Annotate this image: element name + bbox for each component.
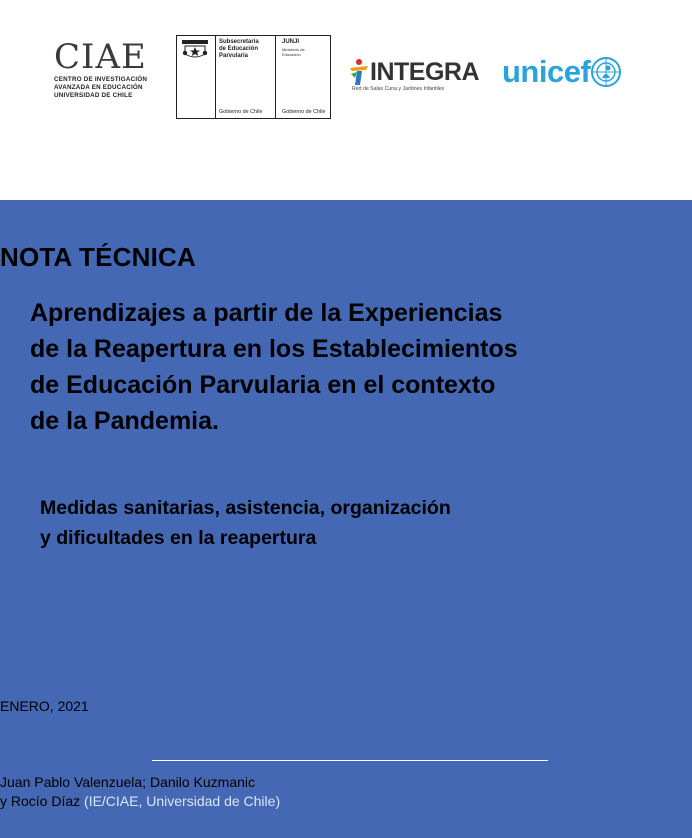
junji-subtitle (282, 47, 305, 57)
publication-date: ENERO, 2021 (0, 698, 89, 714)
document-subtitle (40, 493, 652, 553)
author-name: y Rocío Díaz (0, 793, 81, 809)
subtitle-line: Medidas sanitarias, asistencia, organización (40, 497, 451, 519)
subsecretaria-title (219, 39, 259, 60)
ciae-subtitle (54, 76, 164, 100)
ciae-subtitle-line: AVANZADA EN EDUCACIÓN (54, 84, 143, 91)
title-line: Aprendizajes a partir de la Experiencias (30, 299, 503, 327)
unicef-emblem-icon (590, 56, 622, 88)
document-title (30, 295, 662, 439)
title-line: de la Pandemia. (30, 407, 219, 435)
ciae-subtitle-line: UNIVERSIDAD DE CHILE (54, 92, 133, 99)
subsecretaria-logo (213, 36, 275, 118)
ciae-logo (54, 37, 164, 100)
ciae-wordmark: CIAE (54, 37, 147, 77)
subsecretaria-footer: Gobierno de Chile (219, 109, 263, 115)
integra-logo (348, 58, 490, 92)
integra-wordmark: INTEGRA (370, 58, 479, 86)
authors-line: Juan Pablo Valenzuela; Danilo Kuzmanic (0, 774, 256, 790)
subtitle-line: y dificultades en la reapertura (40, 527, 317, 549)
document-type-heading: NOTA TÉCNICA (0, 242, 196, 272)
subsecretaria-title-line: Parvularia (219, 53, 249, 59)
unicef-wordmark: unicef (502, 54, 591, 89)
authors-block (0, 773, 692, 811)
logo-divider (215, 36, 216, 118)
unicef-logo (502, 55, 622, 89)
junji-footer: Gobierno de Chile (282, 109, 326, 115)
author-divider (152, 760, 548, 761)
coat-of-arms-icon (177, 36, 213, 120)
chile-coat-of-arms (177, 36, 213, 118)
integra-figure-icon (348, 58, 370, 86)
ciae-subtitle-line: CENTRO DE INVESTIGACIÓN (54, 76, 148, 83)
logo-bar (0, 0, 692, 200)
subsecretaria-title-line: Subsecretaría (219, 39, 259, 45)
junji-title: JUNJI (282, 39, 300, 45)
junji-subtitle-line: Ministerio de (282, 47, 305, 52)
junji-logo (275, 36, 332, 118)
integra-mark (348, 58, 490, 86)
title-line: de Educación Parvularia en el contexto (30, 371, 496, 399)
title-line: de la Reapertura en los Establecimientos (30, 335, 518, 363)
government-logo-box (176, 35, 331, 119)
author-affiliation: (IE/CIAE, Universidad de Chile) (80, 793, 281, 809)
junji-subtitle-line: Educación (282, 52, 301, 57)
authors-line (0, 792, 692, 811)
subsecretaria-title-line: de Educación (219, 46, 259, 52)
integra-tagline: Red de Salas Cuna y Jardines Infantiles (352, 86, 445, 92)
